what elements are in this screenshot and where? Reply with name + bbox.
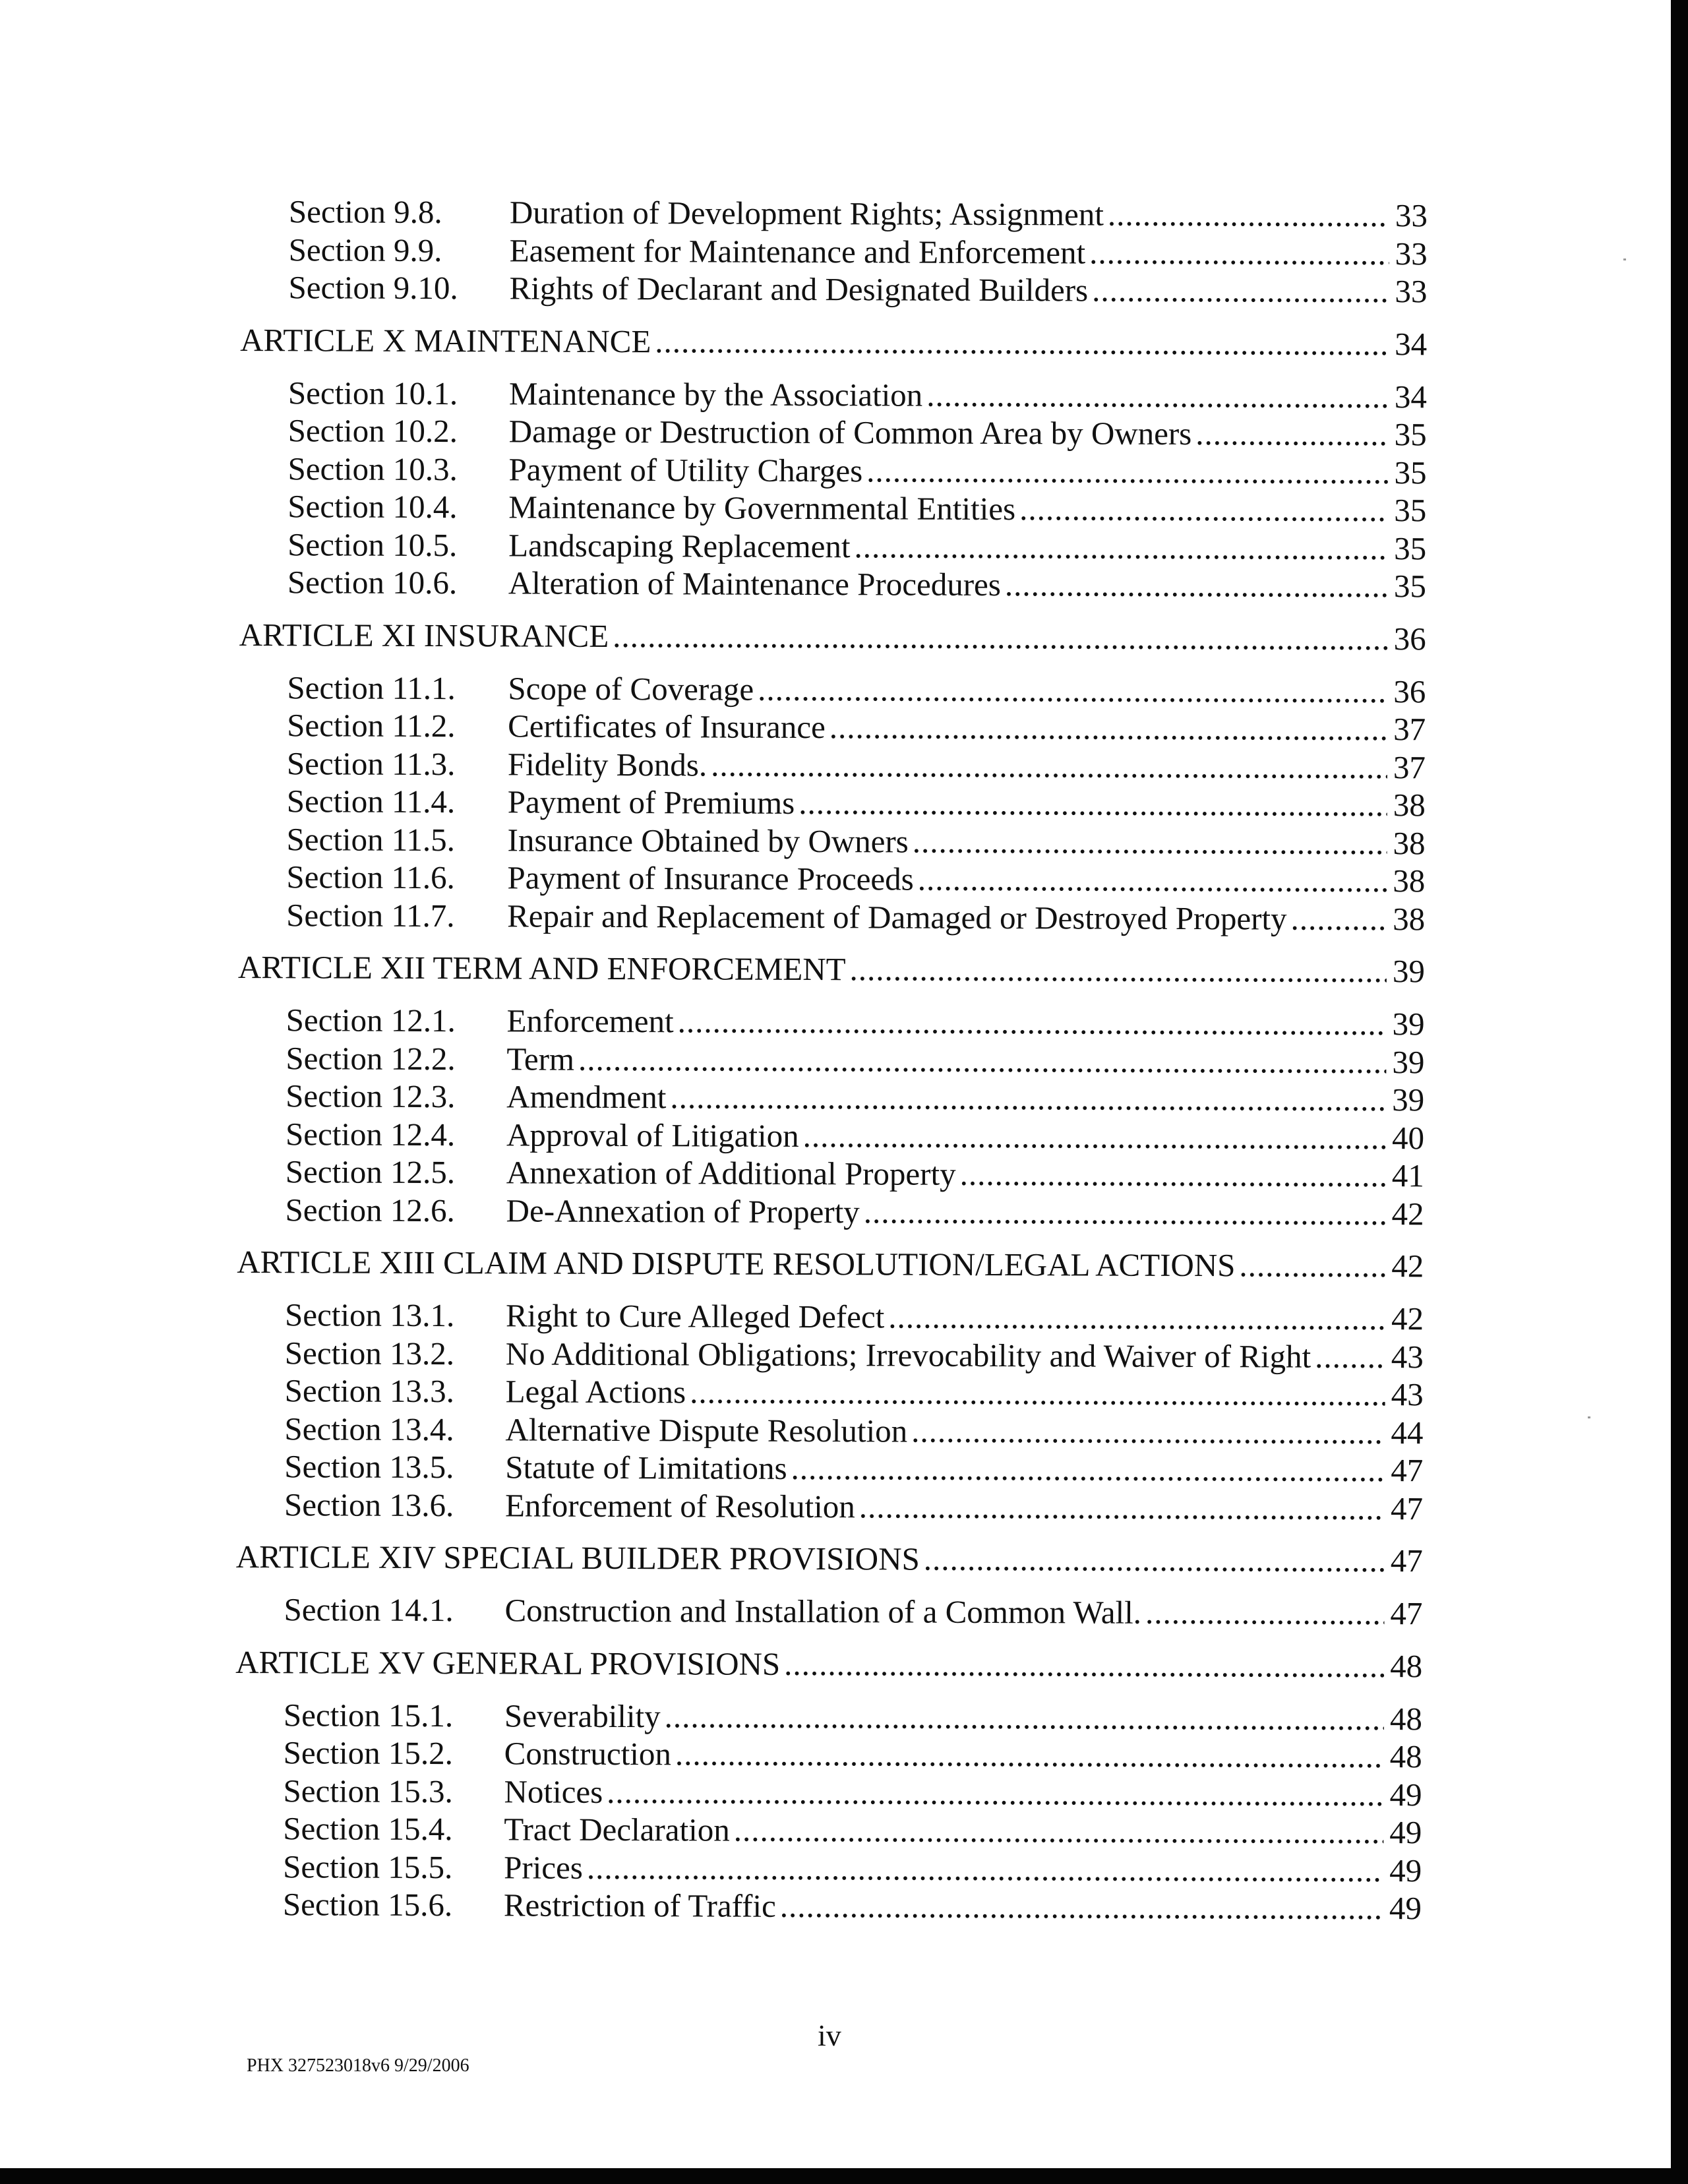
dot-leader (859, 1488, 1385, 1528)
toc-section-row (237, 1190, 1424, 1232)
dot-leader (960, 1155, 1386, 1195)
article-title: ARTICLE XIII CLAIM AND DISPUTE RESOLUTION/LEGAL ACTIONS (237, 1243, 1236, 1284)
dot-leader (690, 1373, 1385, 1414)
toc-section-row (240, 268, 1427, 311)
dot-leader (799, 784, 1387, 824)
page-ref: 35 (1394, 416, 1427, 453)
dot-leader (758, 670, 1387, 710)
section-number: Section 13.1. (284, 1296, 455, 1334)
section-title: Approval of Litigation (506, 1116, 799, 1154)
section-number: Section 9.8. (288, 193, 442, 231)
scan-border-bottom (0, 2168, 1688, 2184)
section-number: Section 12.3. (286, 1077, 456, 1115)
section-title: Notices (504, 1773, 603, 1810)
page-ref: 39 (1392, 1006, 1425, 1043)
page-ref: 34 (1394, 378, 1428, 415)
toc-section-row (239, 668, 1426, 710)
toc-section-row (239, 525, 1426, 567)
page-ref: 38 (1393, 900, 1426, 937)
toc-section-row (237, 1153, 1424, 1195)
section-title: Statute of Limitations (505, 1449, 787, 1486)
article-title: ARTICLE XIV SPECIAL BUILDER PROVISIONS (235, 1538, 920, 1577)
toc-section-row (235, 1734, 1422, 1776)
section-title: Tract Declaration (504, 1811, 730, 1848)
toc-section-row (235, 1695, 1422, 1738)
section-number: Section 10.2. (287, 412, 458, 450)
section-title: De-Annexation of Property (506, 1192, 860, 1230)
toc-section-row (236, 1409, 1423, 1451)
section-title: Maintenance by the Association (508, 375, 923, 413)
section-title: Payment of Utility Charges (508, 450, 863, 489)
section-title: Maintenance by Governmental Entities (508, 489, 1016, 528)
section-number: Section 10.4. (287, 488, 458, 526)
page-ref: 33 (1395, 273, 1428, 310)
section-title: Annexation of Additional Property (506, 1154, 956, 1192)
dot-leader (854, 528, 1388, 568)
toc-article-row (240, 320, 1427, 363)
dot-leader (678, 1002, 1387, 1043)
section-number: Section 13.2. (284, 1334, 455, 1372)
toc-section-row (241, 230, 1428, 272)
toc-article-row (236, 1538, 1423, 1580)
section-title: Rights of Declarant and Designated Builders (509, 270, 1089, 309)
dot-leader (1089, 233, 1389, 273)
toc-section-row (239, 706, 1426, 748)
section-title: Damage or Destruction of Common Area by Owners (508, 413, 1192, 452)
section-number: Section 14.1. (284, 1591, 454, 1629)
section-number: Section 11.7. (286, 896, 455, 934)
dot-leader (578, 1040, 1386, 1081)
toc-section-row (236, 1485, 1423, 1527)
dot-leader (734, 1811, 1384, 1852)
dot-leader (1005, 566, 1388, 605)
page-ref: 49 (1389, 1890, 1422, 1927)
article-title: ARTICLE XV GENERAL PROVISIONS (235, 1643, 781, 1682)
section-title: Alternative Dispute Resolution (505, 1410, 908, 1449)
article-title: ARTICLE XI INSURANCE (239, 616, 609, 654)
section-number: Section 12.5. (285, 1153, 456, 1191)
toc-article-row (235, 1643, 1422, 1685)
toc-section-row (239, 744, 1426, 786)
page-ref: 49 (1389, 1852, 1422, 1889)
dot-leader (1019, 490, 1388, 530)
page-ref: 40 (1391, 1119, 1425, 1156)
toc-section-row (235, 1847, 1422, 1889)
toc-section-row (237, 1296, 1424, 1338)
section-number: Section 13.6. (284, 1486, 454, 1523)
scan-speck (1623, 258, 1626, 260)
section-title: Legal Actions (505, 1373, 686, 1410)
section-title: Duration of Development Rights; Assignment (509, 194, 1104, 233)
section-number: Section 15.6. (282, 1886, 453, 1924)
section-number: Section 11.2. (287, 707, 456, 744)
page-ref: 39 (1392, 953, 1425, 990)
table-of-contents (235, 193, 1428, 1927)
section-number: Section 15.1. (283, 1696, 454, 1734)
dot-leader (864, 1193, 1386, 1233)
page-ref: 42 (1391, 1195, 1424, 1232)
toc-section-row (239, 563, 1426, 605)
section-title: Construction and Installation of a Common Wall. (504, 1592, 1142, 1631)
page-ref: 37 (1393, 711, 1426, 748)
toc-section-row (235, 1771, 1422, 1813)
section-title: Scope of Coverage (508, 669, 754, 708)
dot-leader (675, 1735, 1384, 1776)
dot-leader (913, 822, 1387, 863)
toc-section-row (237, 1039, 1424, 1081)
dot-leader (888, 1298, 1385, 1338)
toc-section-row (241, 193, 1428, 235)
toc-section-row (235, 1885, 1422, 1927)
toc-section-row (237, 1114, 1424, 1157)
section-number: Section 11.3. (286, 744, 456, 782)
scan-speck (1588, 1416, 1590, 1418)
section-number: Section 12.6. (285, 1191, 455, 1228)
section-number: Section 10.5. (287, 526, 458, 563)
section-title: Payment of Premiums (507, 783, 795, 821)
section-title: Fidelity Bonds. (507, 745, 708, 783)
dot-leader (613, 617, 1388, 657)
page-ref: 33 (1395, 235, 1428, 272)
section-title: Restriction of Traffic (503, 1887, 776, 1924)
section-number: Section 11.1. (287, 669, 456, 706)
dot-leader (711, 746, 1387, 787)
page-ref: 35 (1393, 568, 1427, 605)
dot-leader (1195, 415, 1389, 454)
dot-leader (926, 376, 1389, 415)
page-ref: 38 (1393, 863, 1426, 899)
dot-leader (918, 861, 1387, 900)
section-title: Enforcement (506, 1002, 674, 1040)
section-title: Amendment (506, 1078, 667, 1116)
page-ref: 35 (1394, 492, 1427, 529)
page-ref: 49 (1389, 1776, 1422, 1813)
page-ref: 43 (1391, 1338, 1424, 1375)
page-ref: 47 (1390, 1542, 1423, 1579)
page-ref: 47 (1390, 1490, 1424, 1527)
section-title: Payment of Insurance Proceeds (507, 859, 914, 897)
page-ref: 48 (1389, 1738, 1422, 1775)
page-ref: 43 (1391, 1376, 1424, 1413)
section-title: Prices (504, 1848, 583, 1886)
section-number: Section 10.6. (287, 564, 458, 601)
dot-leader (1290, 899, 1387, 938)
page-ref: 42 (1391, 1248, 1424, 1285)
dot-leader (587, 1848, 1383, 1889)
document-id: PHX 327523018v6 9/29/2006 (247, 2055, 469, 2076)
dot-leader (829, 708, 1388, 748)
page-ref: 49 (1389, 1814, 1422, 1851)
section-title: Alteration of Maintenance Procedures (508, 564, 1001, 603)
toc-section-row (235, 1809, 1422, 1852)
section-title: Landscaping Replacement (508, 526, 851, 564)
section-title: Easement for Maintenance and Enforcement (509, 231, 1086, 270)
toc-section-row (240, 373, 1427, 415)
section-number: Section 12.2. (286, 1039, 456, 1077)
dot-leader (803, 1116, 1387, 1157)
toc-section-row (237, 1333, 1424, 1376)
page-ref: 33 (1395, 197, 1428, 234)
dot-leader (607, 1773, 1384, 1813)
page-ref: 39 (1392, 1043, 1425, 1080)
dot-leader (665, 1697, 1384, 1738)
section-title: No Additional Obligations; Irrevocability and Waiver of Right (505, 1335, 1311, 1375)
section-title: Severability (504, 1697, 661, 1734)
page-ref: 41 (1391, 1157, 1424, 1194)
section-title: Right to Cure Alleged Defect (505, 1297, 885, 1335)
dot-leader (780, 1887, 1383, 1927)
toc-section-row (239, 782, 1426, 824)
page-ref: 44 (1391, 1414, 1424, 1451)
dot-leader (1092, 272, 1389, 311)
section-number: Section 13.5. (284, 1448, 454, 1486)
page-ref: 37 (1393, 748, 1426, 785)
section-title: Certificates of Insurance (508, 708, 826, 746)
toc-section-row (239, 487, 1426, 530)
dot-leader (1108, 196, 1389, 235)
toc-section-row (238, 820, 1425, 862)
toc-section-row (235, 1591, 1422, 1633)
page-ref: 38 (1393, 787, 1426, 824)
page-ref: 48 (1389, 1700, 1423, 1737)
toc-section-row (236, 1447, 1423, 1490)
section-number: Section 15.5. (283, 1848, 453, 1885)
page-ref: 36 (1393, 620, 1426, 657)
page-ref: 35 (1394, 454, 1427, 491)
section-number: Section 10.3. (287, 450, 458, 487)
section-number: Section 13.4. (284, 1410, 454, 1447)
page-ref: 48 (1390, 1647, 1423, 1684)
toc-section-row (238, 858, 1425, 900)
toc-section-row (240, 411, 1427, 454)
page-ref: 47 (1390, 1595, 1423, 1632)
section-number: Section 15.4. (283, 1810, 453, 1848)
page-ref: 42 (1391, 1300, 1424, 1337)
page-ref: 38 (1393, 824, 1426, 861)
toc-section-row (239, 449, 1426, 491)
toc-article-row (239, 615, 1426, 657)
dot-leader (784, 1645, 1384, 1685)
section-title: Repair and Replacement of Damaged or Destroyed Property (507, 897, 1287, 937)
section-number: Section 13.3. (284, 1372, 454, 1410)
section-number: Section 15.3. (283, 1772, 453, 1809)
page-ref: 34 (1395, 325, 1428, 362)
dot-leader (791, 1449, 1385, 1490)
section-number: Section 9.10. (288, 269, 458, 307)
toc-section-row (238, 1001, 1425, 1043)
scan-border-right (1671, 0, 1688, 2184)
section-title: Term (506, 1040, 575, 1077)
section-number: Section 12.4. (285, 1115, 456, 1153)
dot-leader (866, 452, 1389, 492)
section-number: Section 9.9. (288, 231, 442, 268)
section-number: Section 12.1. (286, 1002, 456, 1039)
dot-leader (1239, 1246, 1385, 1285)
page-ref: 39 (1392, 1081, 1425, 1118)
article-title: ARTICLE X MAINTENANCE (240, 321, 651, 359)
article-title: ARTICLE XII TERM AND ENFORCEMENT (237, 948, 846, 988)
section-number: Section 11.6. (286, 859, 455, 896)
dot-leader (1315, 1337, 1385, 1376)
section-number: Section 11.5. (286, 820, 456, 858)
page-ref: 36 (1393, 673, 1426, 710)
dot-leader (655, 322, 1389, 363)
section-title: Construction (504, 1735, 672, 1773)
dot-leader (924, 1540, 1385, 1580)
dot-leader (849, 950, 1386, 990)
section-number: Section 15.2. (283, 1734, 454, 1772)
toc-article-row (238, 948, 1425, 990)
section-title: Enforcement of Resolution (504, 1486, 855, 1525)
section-number: Section 10.1. (287, 374, 458, 411)
toc-section-row (238, 895, 1425, 938)
section-number: Section 11.4. (286, 783, 456, 820)
page-number: iv (818, 2018, 841, 2052)
dot-leader (911, 1412, 1385, 1452)
toc-section-row (237, 1077, 1424, 1119)
section-title: Insurance Obtained by Owners (507, 821, 909, 860)
dot-leader (670, 1078, 1386, 1119)
dot-leader (1145, 1594, 1385, 1633)
page-ref: 35 (1394, 530, 1427, 566)
page-ref: 47 (1391, 1452, 1424, 1489)
toc-article-row (237, 1243, 1424, 1285)
toc-section-row (237, 1372, 1424, 1414)
